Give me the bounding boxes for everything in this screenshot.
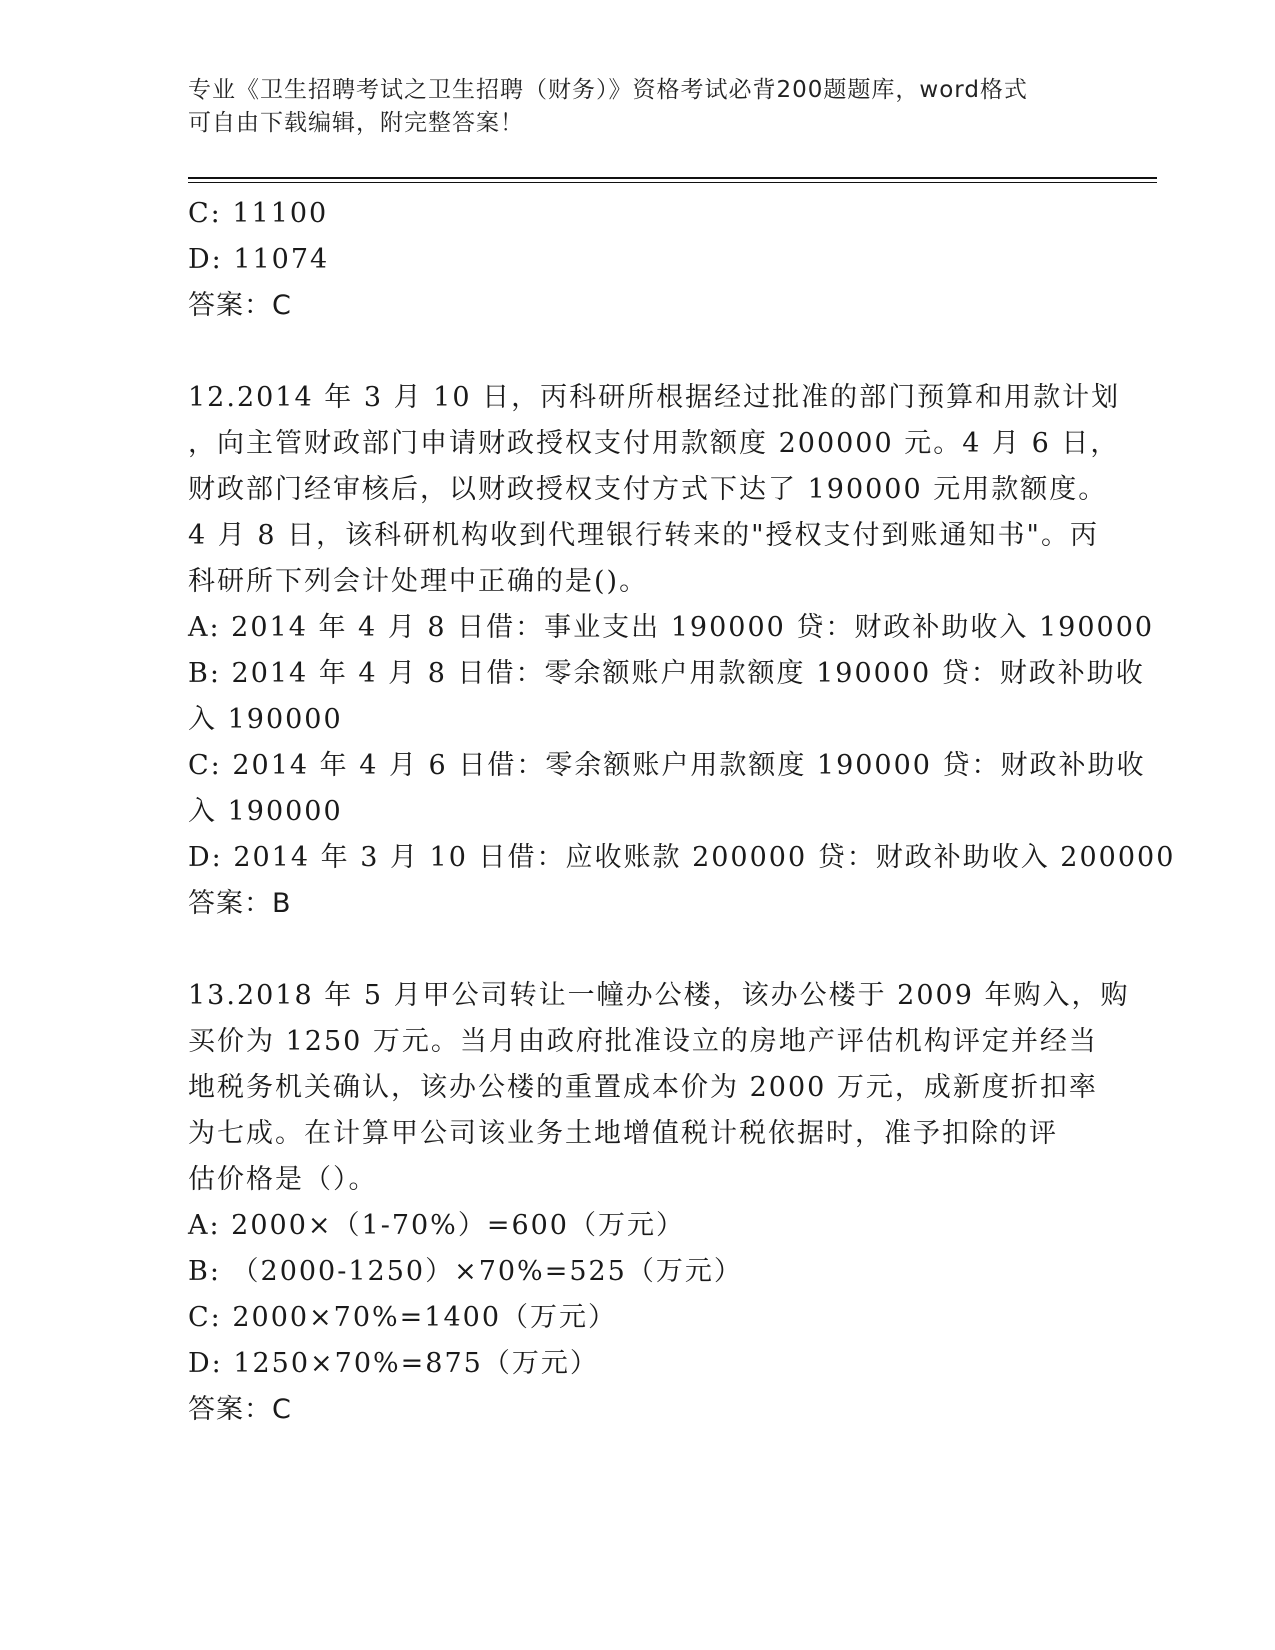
header-title-line-1: 专业《卫生招聘考试之卫生招聘（财务）》资格考试必背200题题库，word格式 xyxy=(188,77,1028,103)
q12-option-d: D: 2014 年 3 月 10 日借：应收账款 200000 贷：财政补助收入 200000 xyxy=(188,842,1176,873)
q13-stem-line: 估价格是（）。 xyxy=(188,1164,378,1195)
q13-stem-line: 地税务机关确认，该办公楼的重置成本价为 2000 万元，成新度折扣率 xyxy=(188,1072,1098,1103)
document-header xyxy=(188,74,1068,140)
q13-option-d: D: 1250×70%=875（万元） xyxy=(188,1348,599,1379)
question-12 xyxy=(188,375,1176,927)
q12-option-c: C: 2014 年 4 月 6 日借：零余额账户用款额度 190000 贷：财政补助收 xyxy=(188,750,1146,781)
spacer xyxy=(188,329,1088,375)
q13-stem-line: 为七成。在计算甲公司该业务土地增值税计税依据时，准予扣除的评 xyxy=(188,1118,1058,1149)
q11-option-d: D: 11074 xyxy=(188,244,330,275)
q12-answer: 答案：B xyxy=(188,888,292,919)
question-11 xyxy=(188,191,1088,329)
q13-option-b: B: （2000-1250）×70%=525（万元） xyxy=(188,1256,743,1287)
question-13 xyxy=(188,973,1130,1433)
spacer xyxy=(188,927,1088,973)
q12-option-b: B: 2014 年 4 月 8 日借：零余额账户用款额度 190000 贷：财政补助收 xyxy=(188,658,1145,689)
header-title-line-2: 可自由下载编辑，附完整答案！ xyxy=(188,110,524,136)
q11-option-c: C: 11100 xyxy=(188,198,329,229)
header-divider-thin xyxy=(188,182,1157,183)
q11-answer: 答案：C xyxy=(188,290,292,321)
q12-stem-line: ，向主管财政部门申请财政授权支付用款额度 200000 元。4 月 6 日， xyxy=(188,428,1120,459)
q12-stem-line: 科研所下列会计处理中正确的是()。 xyxy=(188,566,649,597)
q12-option-b-cont: 入 190000 xyxy=(188,704,343,735)
q12-stem-line: 4 月 8 日，该科研机构收到代理银行转来的"授权支付到账通知书"。丙 xyxy=(188,520,1099,551)
document-body xyxy=(188,191,1176,1433)
q13-option-a: A: 2000×（1-70%）=600（万元） xyxy=(188,1210,685,1241)
q13-option-c: C: 2000×70%=1400（万元） xyxy=(188,1302,618,1333)
q12-option-a: A: 2014 年 4 月 8 日借：事业支出 190000 贷：财政补助收入 190000 xyxy=(188,612,1155,643)
q12-option-c-cont: 入 190000 xyxy=(188,796,343,827)
q13-stem-line: 买价为 1250 万元。当月由政府批准设立的房地产评估机构评定并经当 xyxy=(188,1026,1098,1057)
q13-stem-line: 13.2018 年 5 月甲公司转让一幢办公楼，该办公楼于 2009 年购入，购 xyxy=(188,980,1130,1011)
q12-stem-line: 12.2014 年 3 月 10 日，丙科研所根据经过批准的部门预算和用款计划 xyxy=(188,382,1121,413)
q12-stem-line: 财政部门经审核后，以财政授权支付方式下达了 190000 元用款额度。 xyxy=(188,474,1108,505)
q13-answer: 答案：C xyxy=(188,1394,292,1425)
header-divider-thick xyxy=(188,177,1157,179)
